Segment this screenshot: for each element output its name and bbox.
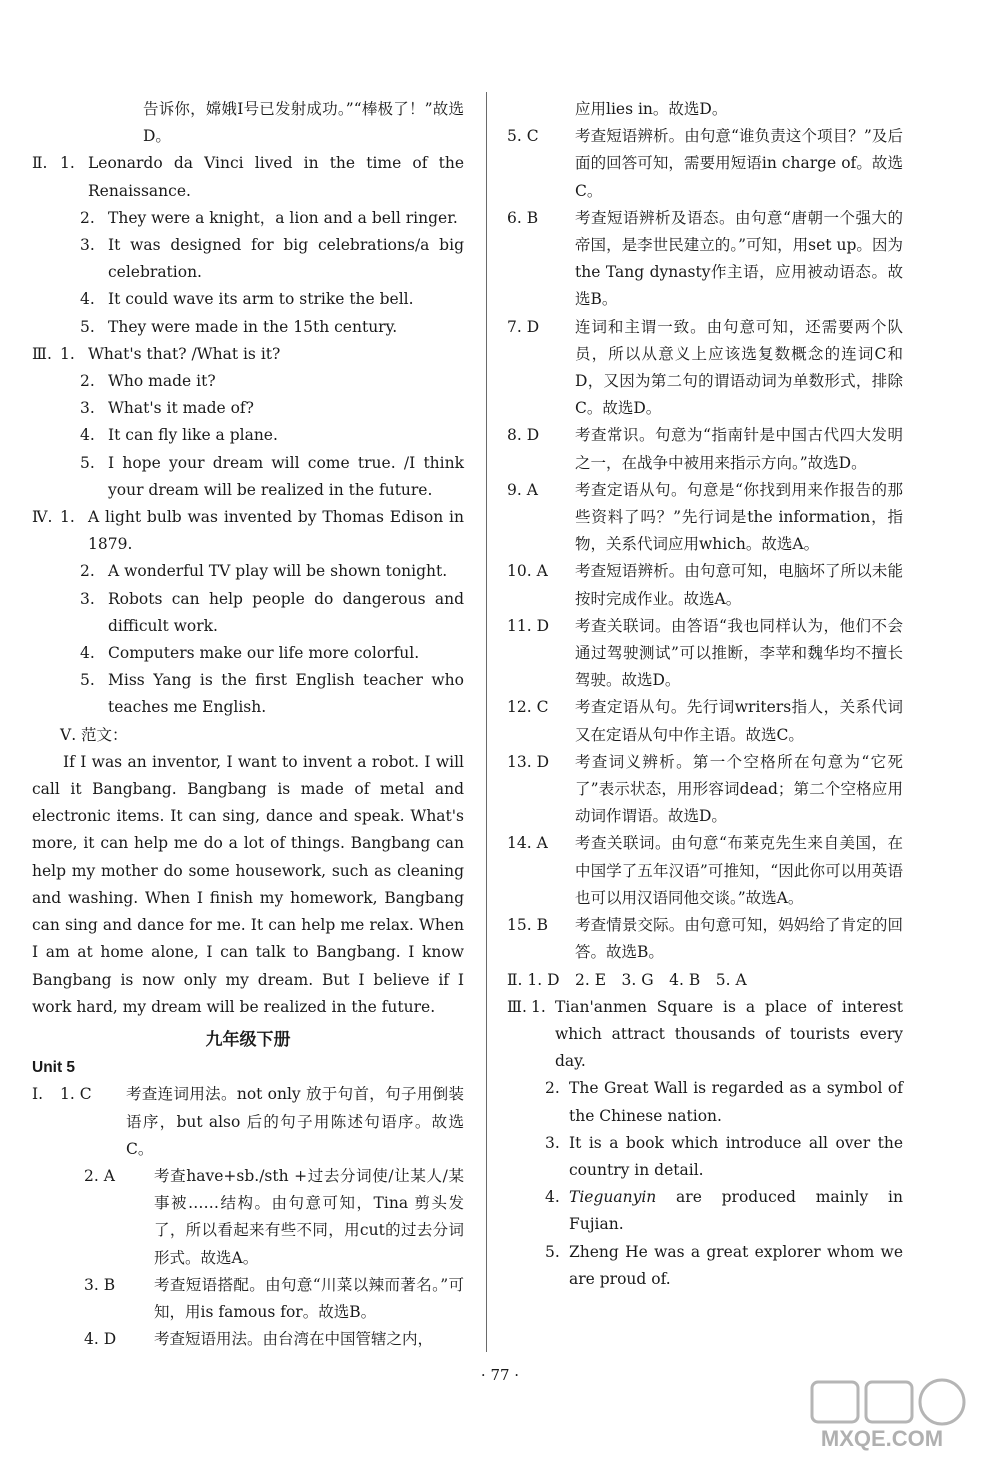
section-2-item: 2. They were a knight，a lion and a bell ringer.	[80, 208, 458, 227]
answer-item: 11. D 考查关联词。由答语“我也同样认为，他们不会通过驾驶测试”可以推断，李苹和魏华均不擅长驾驶。故选D。	[507, 616, 903, 690]
section-3-item: 5. I hope your dream will come true. /I think your dream will be realized in the future.	[80, 453, 464, 499]
section-2-item: 3. It was designed for big celebrations/a big celebration.	[80, 236, 464, 282]
continued-answer: 告诉你，嫦娥Ⅰ号已发射成功。”“棒极了！”故选D。	[143, 100, 464, 146]
section-5-label: Ⅴ. 范文：	[60, 725, 128, 744]
watermark-text: MXQE.COM	[820, 1426, 944, 1451]
right-column	[507, 96, 903, 1293]
section-1-item: 2. A 考查have+sb./sth +过去分词使/让某人/某事被……结构。由句意可知，Tina 剪头发了，所以看起来有些不同，用cut的过去分词形式。故选A。	[84, 1166, 464, 1267]
section-2-item: 4. It could wave its arm to strike the bell.	[80, 290, 414, 309]
section-3-item: 3. It is a book which introduce all over the country in detail.	[545, 1133, 903, 1179]
section-4-item: Ⅳ. 1. A light bulb was invented by Thomas Edison in 1879.	[32, 508, 464, 554]
answer-item: 10. A 考查短语辨析。由句意可知，电脑坏了所以未能按时完成作业。故选A。	[507, 562, 903, 608]
continued-answer: 应用lies in。故选D。	[575, 100, 728, 118]
model-essay: If I was an inventor, I want to invent a robot. I will call it Bangbang. Bangbang is made of metal and electronic items. It can sing, dance and speak. What's more, it can help me do a lot of things. Bangbang can help my mother do some housework, such as cleaning and washing. When I finish my homework, Bangbang can sing and dance for me. It can help me relax. When I am at home alone, I can talk to Bangbang. I know Bangbang is now only my dream. But I believe if I work hard, my dream will be realized in the future.	[32, 752, 464, 1016]
left-column	[32, 96, 464, 1353]
section-3-item: Ⅲ. 1. What's that? /What is it?	[32, 344, 281, 363]
answer-item: 13. D 考查词义辨析。第一个空格所在句意为“它死了”表示状态，用形容词dead；第二个空格应用动词作谓语。故选D。	[507, 752, 903, 826]
section-4-item: 4. Computers make our life more colorful.	[80, 644, 420, 663]
section-1-item: Ⅰ. 1. C 考查连词用法。not only 放于句首，句子用倒装语序，but also 后的句子用陈述句语序。故选C。	[32, 1085, 464, 1158]
answer-item: 12. C 考查定语从句。先行词writers指人，关系代词又在定语从句中作主语。故选C。	[507, 698, 903, 744]
section-1-item: 4. D 考查短语用法。由台湾在中国管辖之内，	[84, 1330, 434, 1349]
section-4-item: 2. A wonderful TV play will be shown tonight.	[80, 562, 448, 581]
answer-item: 8. D 考查常识。句意为“指南针是中国古代四大发明之一，在战争中被用来指示方向。”故选D。	[507, 426, 903, 472]
watermark-logo	[782, 1378, 982, 1454]
answer-item: 15. B 考查情景交际。由句意可知，妈妈给了肯定的回答。故选B。	[507, 916, 903, 962]
column-divider	[486, 92, 487, 1352]
section-3-item: 5. Zheng He was a great explorer whom we are proud of.	[545, 1242, 903, 1288]
section-3-item: Ⅲ. 1. Tian'anmen Square is a place of interest which attract thousands of tourists every day.	[507, 997, 903, 1071]
section-3-item: 2. The Great Wall is regarded as a symbol of the Chinese nation.	[545, 1079, 903, 1125]
section-2-item: Ⅱ. 1. Leonardo da Vinci lived in the time of the Renaissance.	[32, 154, 464, 200]
unit-title: Unit 5	[32, 1059, 76, 1077]
section-3-item: 2. Who made it?	[80, 372, 216, 391]
section-2-item: 5. They were made in the 15th century.	[80, 317, 398, 336]
section-heading: 九年级下册	[205, 1029, 291, 1050]
page-number: · 77 ·	[480, 1366, 520, 1384]
answer-item: 9. A 考查定语从句。句意是“你找到用来作报告的那些资料了吗？”先行词是the information，指物，关系代词应用which。故选A。	[507, 480, 903, 554]
section-3-item: 4. It can fly like a plane.	[80, 426, 278, 445]
answer-item: 6. B 考查短语辨析及语态。由句意“唐朝一个强大的帝国，是李世民建立的。”可知，用set up。因为the Tang dynasty作主语，应用被动语态。故选B。	[507, 208, 903, 309]
section-1-item: 3. B 考查短语搭配。由句意“川菜以辣而著名。”可知，用is famous for。故选B。	[84, 1275, 464, 1321]
section-4-item: 3. Robots can help people do dangerous and difficult work.	[80, 589, 464, 635]
section-2-answers: Ⅱ. 1. D 2. E 3. G 4. B 5. A	[507, 970, 747, 989]
answer-item: 7. D 连词和主谓一致。由句意可知，还需要两个队员，所以从意义上应该选复数概念的连词C和D，又因为第二句的谓语动词为单数形式，排除C。故选D。	[507, 317, 903, 418]
section-3-item: 4. Tieguanyin are produced mainly in Fujian.	[545, 1188, 903, 1234]
section-3-item: 3. What's it made of?	[80, 399, 254, 418]
answer-item: 5. C 考查短语辨析。由句意“谁负责这个项目？”及后面的回答可知，需要用短语in charge of。故选C。	[507, 127, 903, 200]
answer-item: 14. A 考查关联词。由句意“布莱克先生来自美国，在中国学了五年汉语”可推知，“因此你可以用英语也可以用汉语同他交谈。”故选A。	[507, 834, 903, 907]
section-4-item: 5. Miss Yang is the first English teacher who teaches me English.	[80, 671, 464, 717]
